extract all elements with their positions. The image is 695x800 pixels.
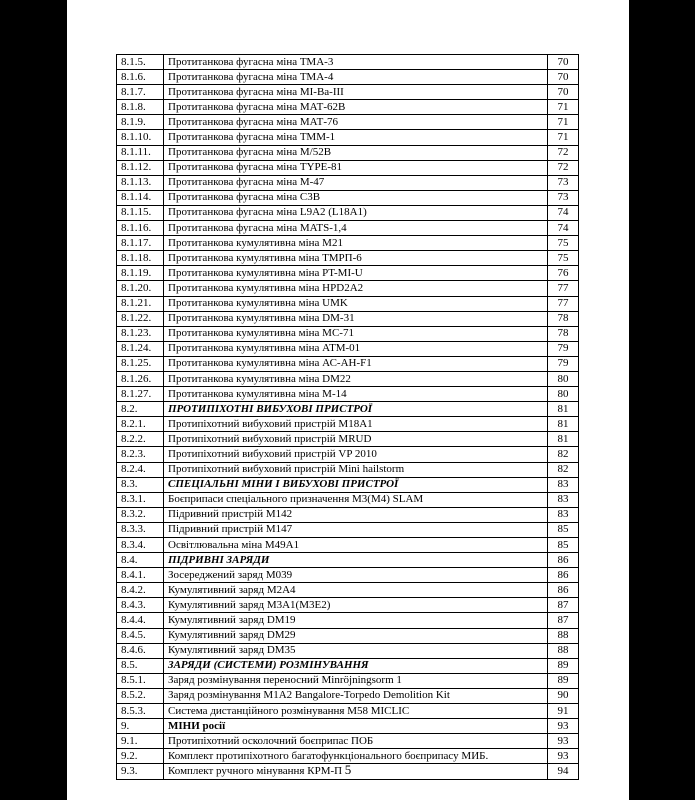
toc-number: 8.4.1. bbox=[117, 568, 164, 583]
toc-title: Протитанкова фугасна міна ТМА-3 bbox=[164, 55, 548, 70]
toc-title: Протитанкова фугасна міна MI-Ba-III bbox=[164, 85, 548, 100]
toc-page: 80 bbox=[548, 371, 579, 386]
toc-row bbox=[117, 160, 579, 175]
toc-row bbox=[117, 175, 579, 190]
toc-number: 9. bbox=[117, 719, 164, 734]
toc-row bbox=[117, 251, 579, 266]
toc-number: 8.2.1. bbox=[117, 417, 164, 432]
toc-page: 75 bbox=[548, 251, 579, 266]
toc-row bbox=[117, 130, 579, 145]
toc-title: Заряд розмінування переносний Minröjningsorm 1 bbox=[164, 673, 548, 688]
toc-number: 8.5. bbox=[117, 658, 164, 673]
toc-title: Протитанкова кумулятивна міна М21 bbox=[164, 236, 548, 251]
document-page bbox=[67, 0, 629, 800]
toc-page: 87 bbox=[548, 598, 579, 613]
toc-title: Протитанкова кумулятивна міна DM-31 bbox=[164, 311, 548, 326]
toc-number: 8.4.3. bbox=[117, 598, 164, 613]
toc-row bbox=[117, 447, 579, 462]
toc-page: 71 bbox=[548, 130, 579, 145]
toc-title: Протитанкова кумулятивна міна PT-MI-U bbox=[164, 266, 548, 281]
toc-title: Протитанкова фугасна міна ТММ-1 bbox=[164, 130, 548, 145]
toc-page: 86 bbox=[548, 583, 579, 598]
toc-page: 85 bbox=[548, 538, 579, 553]
toc-title: Протитанкова фугасна міна М/52В bbox=[164, 145, 548, 160]
toc-page: 94 bbox=[548, 764, 579, 779]
toc-page: 71 bbox=[548, 100, 579, 115]
table-of-contents bbox=[116, 54, 579, 780]
toc-number: 8.1.10. bbox=[117, 130, 164, 145]
toc-number: 8.1.8. bbox=[117, 100, 164, 115]
toc-row bbox=[117, 221, 579, 236]
toc-number: 8.1.13. bbox=[117, 175, 164, 190]
toc-title: Протипіхотний вибуховий пристрій VP 2010 bbox=[164, 447, 548, 462]
toc-page: 81 bbox=[548, 402, 579, 417]
toc-number: 8.1.27. bbox=[117, 387, 164, 402]
toc-number: 8.1.11. bbox=[117, 145, 164, 160]
toc-number: 8.1.14. bbox=[117, 190, 164, 205]
toc-number: 8.1.18. bbox=[117, 251, 164, 266]
toc-page: 85 bbox=[548, 522, 579, 537]
toc-row bbox=[117, 281, 579, 296]
toc-title: Комплект протипіхотного багатофункціонального боєприпасу МИБ. bbox=[164, 749, 548, 764]
toc-row bbox=[117, 145, 579, 160]
toc-row bbox=[117, 432, 579, 447]
toc-page: 87 bbox=[548, 613, 579, 628]
toc-number: 8.4.5. bbox=[117, 628, 164, 643]
toc-title: Система дистанційного розмінування M58 MICLIC bbox=[164, 704, 548, 719]
toc-row bbox=[117, 688, 579, 703]
toc-row bbox=[117, 205, 579, 220]
toc-row bbox=[117, 538, 579, 553]
toc-row bbox=[117, 55, 579, 70]
toc-row bbox=[117, 492, 579, 507]
toc-row bbox=[117, 598, 579, 613]
toc-number: 8.1.21. bbox=[117, 296, 164, 311]
toc-page: 86 bbox=[548, 568, 579, 583]
toc-number: 8.3.4. bbox=[117, 538, 164, 553]
toc-title: Заряд розмінування M1A2 Bangalore-Torpedo Demolition Kit bbox=[164, 688, 548, 703]
toc-row bbox=[117, 190, 579, 205]
toc-row bbox=[117, 507, 579, 522]
toc-title: Кумулятивний заряд DM19 bbox=[164, 613, 548, 628]
toc-page: 89 bbox=[548, 658, 579, 673]
toc-row bbox=[117, 719, 579, 734]
toc-number: 8.1.15. bbox=[117, 205, 164, 220]
toc-number: 8.1.16. bbox=[117, 221, 164, 236]
toc-page: 71 bbox=[548, 115, 579, 130]
toc-page: 82 bbox=[548, 447, 579, 462]
toc-row bbox=[117, 70, 579, 85]
toc-title: ПІДРИВНІ ЗАРЯДИ bbox=[164, 553, 548, 568]
toc-row bbox=[117, 266, 579, 281]
toc-row bbox=[117, 417, 579, 432]
toc-number: 8.4.4. bbox=[117, 613, 164, 628]
toc-row bbox=[117, 628, 579, 643]
toc-page: 72 bbox=[548, 145, 579, 160]
toc-row bbox=[117, 704, 579, 719]
toc-row bbox=[117, 371, 579, 386]
toc-row bbox=[117, 568, 579, 583]
toc-title: Зосереджений заряд M039 bbox=[164, 568, 548, 583]
toc-row bbox=[117, 236, 579, 251]
toc-title: Підривний пристрій M147 bbox=[164, 522, 548, 537]
toc-title: Протипіхотний вибуховий пристрій Mini hailstorm bbox=[164, 462, 548, 477]
toc-page: 93 bbox=[548, 734, 579, 749]
toc-page: 86 bbox=[548, 553, 579, 568]
toc-row bbox=[117, 85, 579, 100]
toc-title: Протитанкова кумулятивна міна АТМ-01 bbox=[164, 341, 548, 356]
toc-number: 8.1.22. bbox=[117, 311, 164, 326]
toc-row bbox=[117, 311, 579, 326]
page-number: 5 bbox=[344, 762, 352, 777]
toc-number: 9.1. bbox=[117, 734, 164, 749]
toc-page: 82 bbox=[548, 462, 579, 477]
toc-page: 83 bbox=[548, 477, 579, 492]
toc-page: 70 bbox=[548, 70, 579, 85]
toc-title: Підривний пристрій M142 bbox=[164, 507, 548, 522]
toc-page: 79 bbox=[548, 341, 579, 356]
toc-title: Протитанкова фугасна міна L9A2 (L18A1) bbox=[164, 205, 548, 220]
toc-page: 72 bbox=[548, 160, 579, 175]
toc-page: 81 bbox=[548, 432, 579, 447]
toc-row bbox=[117, 673, 579, 688]
toc-page: 79 bbox=[548, 356, 579, 371]
toc-row bbox=[117, 462, 579, 477]
toc-row bbox=[117, 658, 579, 673]
toc-row bbox=[117, 387, 579, 402]
toc-number: 8.1.20. bbox=[117, 281, 164, 296]
toc-page: 93 bbox=[548, 749, 579, 764]
toc-number: 8.1.6. bbox=[117, 70, 164, 85]
toc-page: 75 bbox=[548, 236, 579, 251]
toc-page: 88 bbox=[548, 643, 579, 658]
toc-page: 73 bbox=[548, 175, 579, 190]
toc-row bbox=[117, 734, 579, 749]
toc-number: 8.4.6. bbox=[117, 643, 164, 658]
toc-title: Протипіхотний осколочний боєприпас ПОБ bbox=[164, 734, 548, 749]
toc-page: 76 bbox=[548, 266, 579, 281]
toc-page: 91 bbox=[548, 704, 579, 719]
toc-number: 8.1.25. bbox=[117, 356, 164, 371]
toc-page: 74 bbox=[548, 221, 579, 236]
toc-title: Протитанкова кумулятивна міна HPD2A2 bbox=[164, 281, 548, 296]
toc-page: 77 bbox=[548, 281, 579, 296]
toc-title: МІНИ росії bbox=[164, 719, 548, 734]
toc-row bbox=[117, 341, 579, 356]
toc-title: Протитанкова фугасна міна ТМА-4 bbox=[164, 70, 548, 85]
toc-page: 88 bbox=[548, 628, 579, 643]
toc-number: 8.5.2. bbox=[117, 688, 164, 703]
toc-page: 73 bbox=[548, 190, 579, 205]
toc-title: Протитанкова фугасна міна МАТ-62В bbox=[164, 100, 548, 115]
toc-number: 8.2.4. bbox=[117, 462, 164, 477]
toc-title: СПЕЦІАЛЬНІ МІНИ І ВИБУХОВІ ПРИСТРОЇ bbox=[164, 477, 548, 492]
toc-number: 8.1.24. bbox=[117, 341, 164, 356]
toc-number: 8.3.3. bbox=[117, 522, 164, 537]
toc-number: 8.2.2. bbox=[117, 432, 164, 447]
toc-number: 8.3.2. bbox=[117, 507, 164, 522]
toc-title: Комплект ручного мінування КРМ-П bbox=[164, 764, 548, 779]
toc-number: 8.1.26. bbox=[117, 371, 164, 386]
toc-title: Кумулятивний заряд М3А1(М3Е2) bbox=[164, 598, 548, 613]
toc-title: ЗАРЯДИ (СИСТЕМИ) РОЗМІНУВАННЯ bbox=[164, 658, 548, 673]
toc-row bbox=[117, 477, 579, 492]
toc-title: Протитанкова фугасна міна TYPE-81 bbox=[164, 160, 548, 175]
toc-row bbox=[117, 643, 579, 658]
toc-number: 8.1.12. bbox=[117, 160, 164, 175]
toc-row bbox=[117, 115, 579, 130]
toc-row bbox=[117, 326, 579, 341]
toc-title: Кумулятивний заряд DM29 bbox=[164, 628, 548, 643]
toc-row bbox=[117, 522, 579, 537]
toc-title: Протитанкова кумулятивна міна М-14 bbox=[164, 387, 548, 402]
toc-page: 90 bbox=[548, 688, 579, 703]
toc-page: 83 bbox=[548, 492, 579, 507]
toc-number: 8.1.19. bbox=[117, 266, 164, 281]
toc-number: 8.1.9. bbox=[117, 115, 164, 130]
toc-number: 8.1.23. bbox=[117, 326, 164, 341]
toc-number: 8.3.1. bbox=[117, 492, 164, 507]
toc-page: 89 bbox=[548, 673, 579, 688]
toc-number: 8.1.17. bbox=[117, 236, 164, 251]
toc-title: Протитанкова кумулятивна міна МС-71 bbox=[164, 326, 548, 341]
toc-row bbox=[117, 296, 579, 311]
toc-page: 70 bbox=[548, 55, 579, 70]
toc-number: 8.4.2. bbox=[117, 583, 164, 598]
toc-row bbox=[117, 583, 579, 598]
toc-title: Протитанкова кумулятивна міна UMK bbox=[164, 296, 548, 311]
toc-page: 74 bbox=[548, 205, 579, 220]
toc-title: Протипіхотний вибуховий пристрій M18A1 bbox=[164, 417, 548, 432]
toc-number: 8.1.7. bbox=[117, 85, 164, 100]
toc-page: 83 bbox=[548, 507, 579, 522]
toc-page: 78 bbox=[548, 326, 579, 341]
toc-title: Кумулятивний заряд М2А4 bbox=[164, 583, 548, 598]
toc-title: Боєприпаси спеціального призначення M3(M4) SLAM bbox=[164, 492, 548, 507]
toc-number: 9.3. bbox=[117, 764, 164, 779]
toc-title: Освітлювальна міна M49A1 bbox=[164, 538, 548, 553]
toc-page: 78 bbox=[548, 311, 579, 326]
toc-title: Протитанкова фугасна міна МАТ-76 bbox=[164, 115, 548, 130]
toc-number: 8.4. bbox=[117, 553, 164, 568]
toc-title: Протипіхотний вибуховий пристрій MRUD bbox=[164, 432, 548, 447]
toc-title: Протитанкова кумулятивна міна DM22 bbox=[164, 371, 548, 386]
toc-title: Протитанкова кумулятивна міна ТМРП-6 bbox=[164, 251, 548, 266]
toc-title: Протитанкова кумулятивна міна АС-АН-F1 bbox=[164, 356, 548, 371]
toc-row bbox=[117, 356, 579, 371]
toc-row bbox=[117, 100, 579, 115]
toc-number: 8.5.3. bbox=[117, 704, 164, 719]
toc-page: 81 bbox=[548, 417, 579, 432]
toc-number: 8.2.3. bbox=[117, 447, 164, 462]
toc-page: 80 bbox=[548, 387, 579, 402]
toc-row bbox=[117, 402, 579, 417]
toc-row bbox=[117, 553, 579, 568]
toc-title: Протитанкова фугасна міна MATS-1,4 bbox=[164, 221, 548, 236]
toc-title: Протитанкова фугасна міна С3В bbox=[164, 190, 548, 205]
toc-title: ПРОТИПІХОТНІ ВИБУХОВІ ПРИСТРОЇ bbox=[164, 402, 548, 417]
toc-number: 8.5.1. bbox=[117, 673, 164, 688]
toc-page: 93 bbox=[548, 719, 579, 734]
toc-title: Кумулятивний заряд DM35 bbox=[164, 643, 548, 658]
toc-number: 8.1.5. bbox=[117, 55, 164, 70]
toc-page: 77 bbox=[548, 296, 579, 311]
toc-row bbox=[117, 613, 579, 628]
toc-number: 8.2. bbox=[117, 402, 164, 417]
toc-title: Протитанкова фугасна міна М-47 bbox=[164, 175, 548, 190]
toc-page: 70 bbox=[548, 85, 579, 100]
toc-number: 8.3. bbox=[117, 477, 164, 492]
toc-number: 9.2. bbox=[117, 749, 164, 764]
